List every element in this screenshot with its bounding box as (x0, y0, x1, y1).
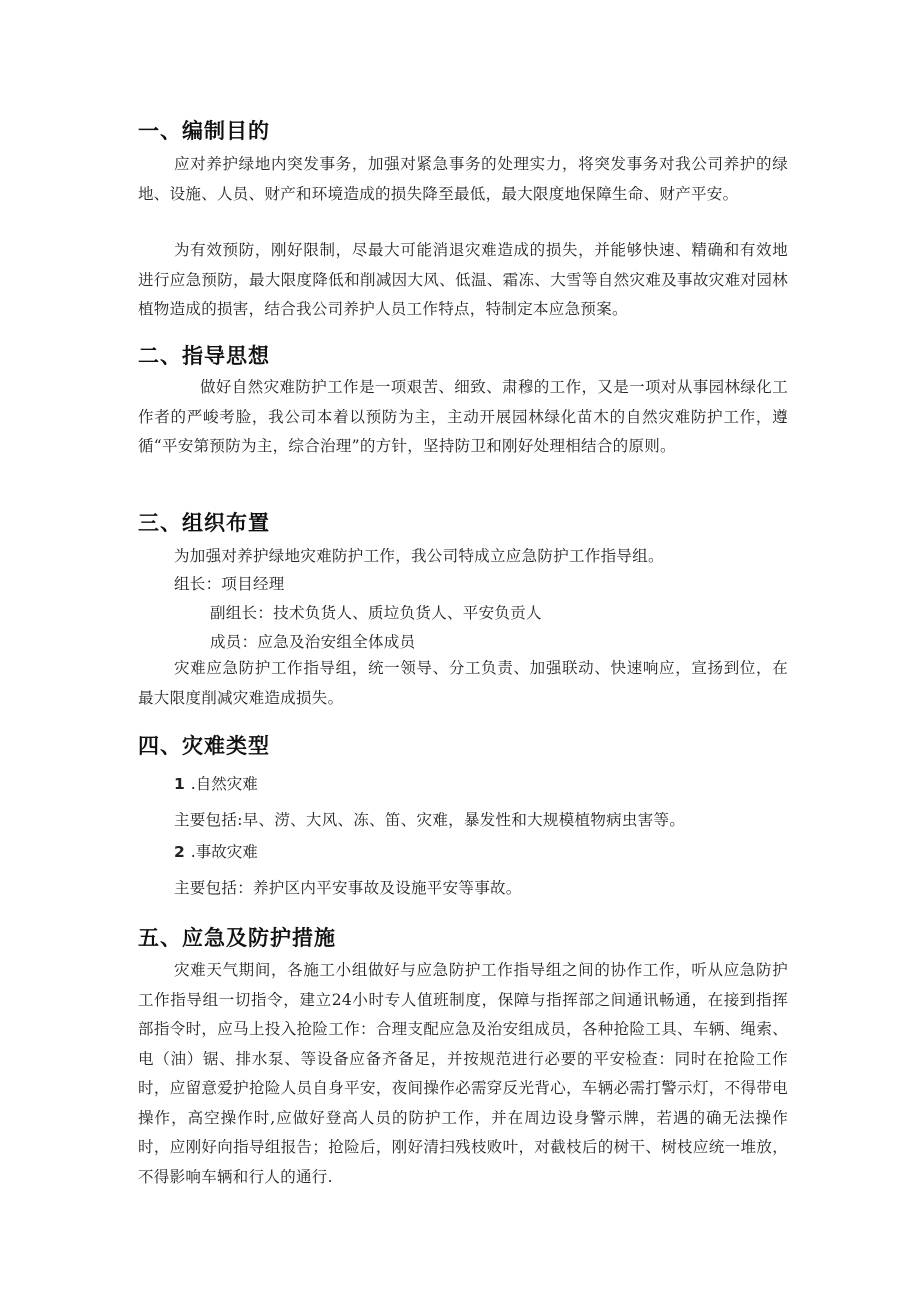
disaster-type-label (174, 770, 258, 800)
disaster-type-detail: 主要包括：养护区内平安事故及设施平安等事故。 (174, 879, 522, 897)
org-intro: 为加强对养护绿地灾难防护工作，我公司特成立应急防护工作指导组。 (174, 547, 664, 565)
org-members: 成员：应急及治安组全体成员 (210, 633, 416, 651)
paragraph: 做好自然灾难防护工作是一项艰苦、细致、肃穆的工作，又是一项对从事园林绿化工作者的严峻考脸，我公司本着以预防为主，主动开展园林绿化苗木的自然灾难防护工作，遵循“平安第预防为主，综合治理”的方针，坚持防卫和刚好处理相结合的原则。 (138, 378, 788, 455)
paragraph: 应对养护绿地内突发事务，加强对紧急事务的处理实力，将突发事务对我公司养护的绿地、设施、人员、财产和环境造成的损失降至最低，最大限度地保障生命、财产平安。 (138, 155, 788, 203)
disaster-type-detail: 主要包括:早、涝、大风、冻、笛、灾难，暴发性和大规模植物病虫害等。 (174, 811, 686, 829)
section-heading-emergency-measures: 五、应急及防护措施 (138, 926, 336, 950)
section-heading-guiding-ideology: 二、指导思想 (138, 344, 270, 368)
section-heading-purpose: 一、编制目的 (138, 119, 270, 143)
section-heading-organization: 三、组织布置 (138, 511, 270, 535)
list-number: 2 (174, 843, 185, 861)
org-closing: 灾难应急防护工作指导组，统一领导、分工负责、加强联动、快速响应，宣扬到位，在最大限度削减灾难造成损失。 (138, 659, 788, 707)
section-heading-disaster-types: 四、灾难类型 (138, 734, 270, 758)
disaster-type-label (174, 838, 258, 868)
org-deputy: 副组长：技术负货人、质垃负货人、平安负贡人 (210, 604, 542, 622)
list-label: .自然灾难 (190, 775, 258, 793)
list-number: 1 (174, 775, 185, 793)
list-label: .事故灾难 (190, 843, 258, 861)
paragraph: 为有效预防，刚好限制，尽最大可能消退灾难造成的损失，并能够快速、精确和有效地进行应急预防，最大限度降低和削减因大风、低温、霜冻、大雪等自然灾难及事故灾难对园林植物造成的损害，结合我公司养护人员工作特点，特制定本应急预案。 (138, 241, 788, 318)
org-leader: 组长：项目经理 (174, 575, 285, 593)
paragraph: 灾难天气期间，各施工小组做好与应急防护工作指导组之间的协作工作，听从应急防护工作指导组一切指令，建立24小时专人值班制度，保障与指挥部之间通讯畅通，在接到指挥部指令时，应马上投入抢险工作：合理支配应急及治安组成员，各种抢险工具、车辆、绳索、电（油）锯、排水泵、等设备应备齐备足，并按规范进行必要的平安检查：同时在抢险工作时，应留意爱护抢险人员自身平安，夜间操作必需穿反光背心，车辆必需打警示灯，不得带电操作，高空操作时,应做好登高人员的防护工作，并在周边设身警示牌，若遇的确无法操作时，应刚好向指导组报告；抢险后，刚好清扫残枝败叶，对截枝后的树干、树枝应统一堆放，不得影响车辆和行人的通行. (138, 961, 788, 1186)
